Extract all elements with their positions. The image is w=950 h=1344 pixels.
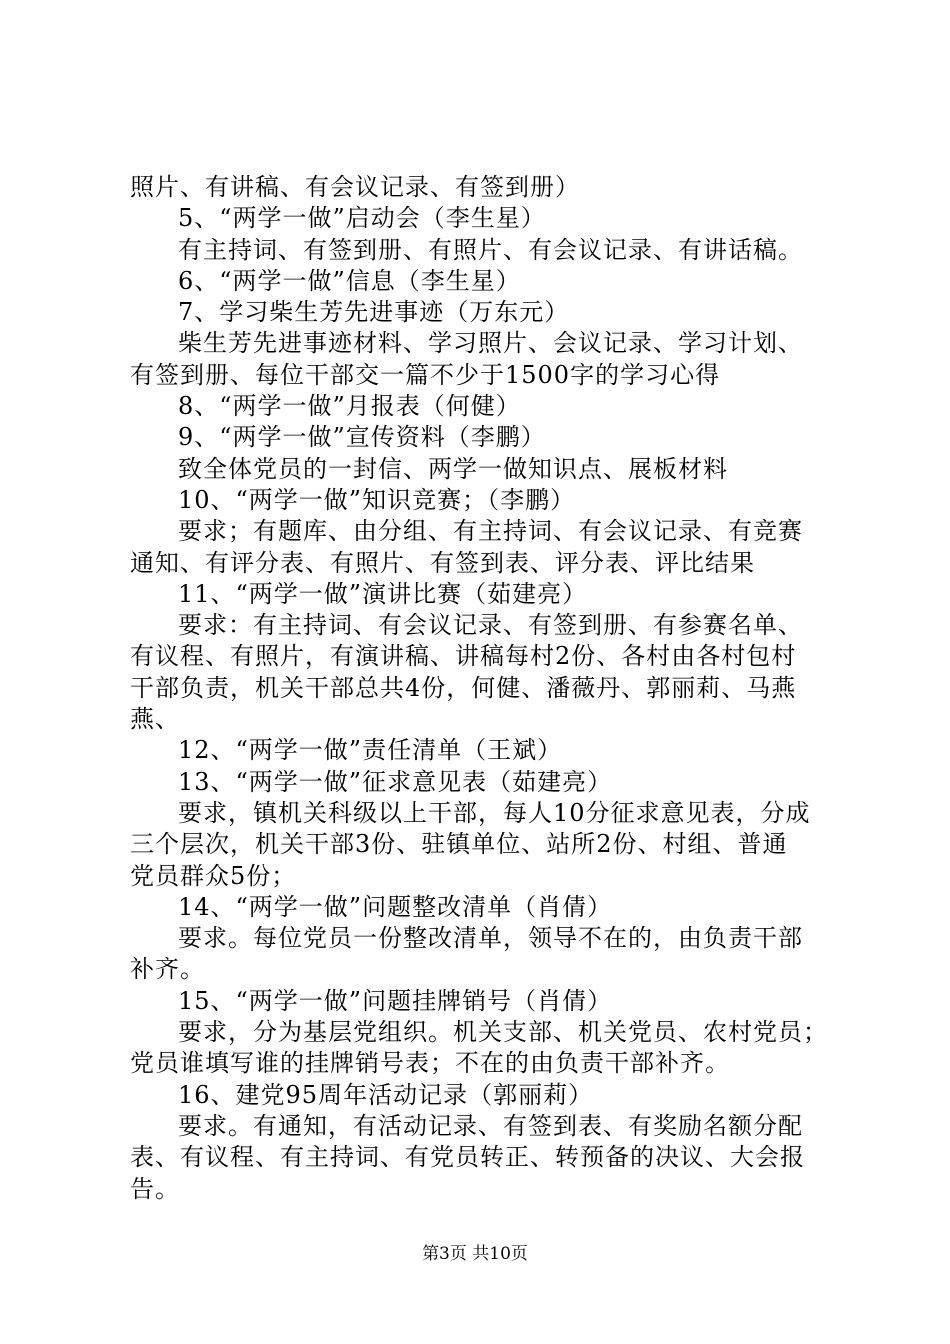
text-line: 14、“两学一做”问题整改清单（肖倩） [178, 892, 613, 921]
text-line: 补齐。 [130, 955, 205, 984]
text-line: 通知、有评分表、有照片、有签到表、评分表、评比结果 [130, 548, 755, 577]
text-line: 柴生芳先进事迹材料、学习照片、会议记录、学习计划、 [178, 329, 803, 358]
text-line: 9、“两学一做”宣传资料（李鹏） [178, 423, 546, 452]
text-line: 11、“两学一做”演讲比赛（茹建亮） [178, 579, 588, 608]
text-line: 13、“两学一做”征求意见表（茹建亮） [178, 767, 613, 796]
text-line: 有议程、有照片，有演讲稿、讲稿每村2份、各村由各村包村 [130, 642, 797, 671]
text-line: 照片、有讲稿、有会议记录、有签到册） [130, 173, 580, 201]
text-line: 致全体党员的一封信、两学一做知识点、展板材料 [178, 454, 728, 483]
text-line: 有主持词、有签到册、有照片、有会议记录、有讲话稿。 [178, 235, 803, 264]
document-body [130, 172, 840, 1205]
page-footer: 第3页 共10页 [422, 1244, 528, 1264]
text-line: 8、“两学一做”月报表（何健） [178, 392, 521, 421]
text-line: 6、“两学一做”信息（李生星） [178, 266, 521, 295]
text-line: 16、建党95周年活动记录（郭丽莉） [178, 1080, 594, 1109]
text-line: 12、“两学一做”责任清单（王斌） [178, 736, 563, 765]
text-line: 党员谁填写谁的挂牌销号表；不在的由负责干部补齐。 [130, 1049, 730, 1078]
text-line: 要求：有主持词、有会议记录、有签到册、有参赛名单、 [178, 611, 803, 640]
text-line: 干部负责，机关干部总共4份，何健、潘薇丹、郭丽莉、马燕 [130, 673, 797, 702]
text-line: 表、有议程、有主持词、有党员转正、转预备的决议、大会报 [130, 1143, 805, 1172]
text-line: 要求。每位党员一份整改清单，领导不在的，由负责干部 [178, 924, 803, 953]
text-line: 燕、 [130, 705, 180, 734]
text-line: 要求；有题库、由分组、有主持词、有会议记录、有竞赛 [178, 517, 803, 546]
text-line: 三个层次，机关干部3份、驻镇单位、站所2份、村组、普通 [130, 830, 788, 859]
text-line: 党员群众5份； [130, 861, 297, 890]
text-line: 10、“两学一做”知识竞赛；（李鹏） [178, 485, 576, 514]
text-line: 有签到册、每位干部交一篇不少于1500字的学习心得 [130, 360, 721, 389]
text-line: 5、“两学一做”启动会（李生星） [178, 204, 546, 233]
text-line: 要求，镇机关科级以上干部，每人10分征求意见表，分成 [178, 798, 811, 827]
text-line: 要求，分为基层党组织。机关支部、机关党员、农村党员； [178, 1018, 828, 1047]
text-line: 告。 [130, 1174, 180, 1203]
text-line: 7、学习柴生芳先进事迹（万东元） [178, 298, 570, 327]
text-line: 要求。有通知，有活动记录、有签到表、有奖励名额分配 [178, 1111, 803, 1140]
text-line: 15、“两学一做”问题挂牌销号（肖倩） [178, 986, 613, 1015]
